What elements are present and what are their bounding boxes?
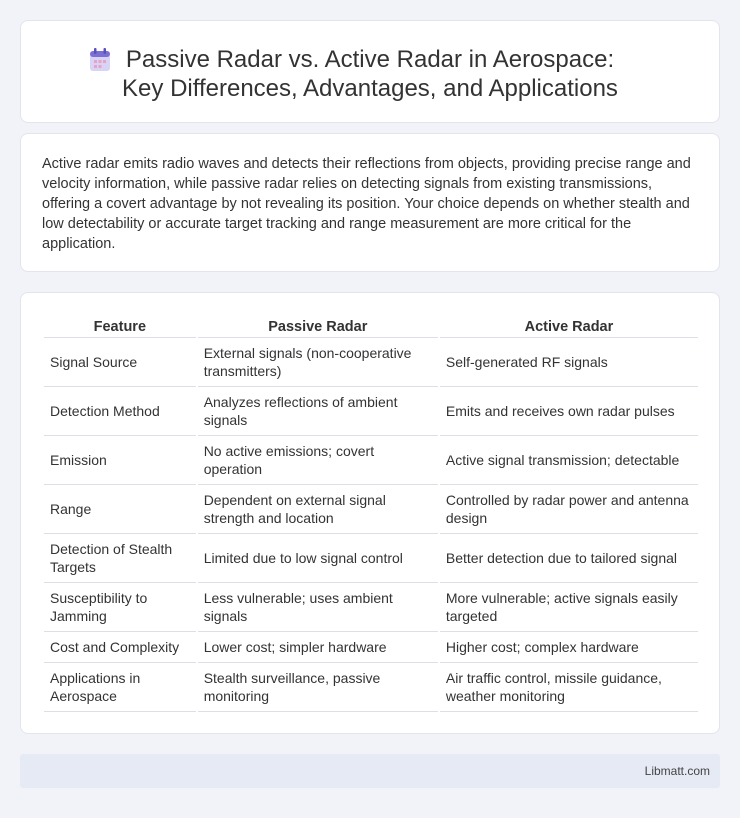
- active-cell: Air traffic control, missile guidance, weather monitoring: [440, 663, 698, 712]
- active-cell: Controlled by radar power and antenna design: [440, 485, 698, 534]
- table-row: [44, 485, 698, 534]
- feature-cell: Range: [44, 485, 196, 534]
- table-row: [44, 534, 698, 583]
- table-row: [44, 632, 698, 663]
- passive-cell: External signals (non-cooperative transmitters): [198, 338, 438, 387]
- feature-cell: Applications in Aerospace: [44, 663, 196, 712]
- intro-card: [20, 133, 720, 272]
- feature-cell: Susceptibility to Jamming: [44, 583, 196, 632]
- title-card: [20, 20, 720, 123]
- passive-cell: Limited due to low signal control: [198, 534, 438, 583]
- feature-cell: Signal Source: [44, 338, 196, 387]
- passive-cell: Dependent on external signal strength and location: [198, 485, 438, 534]
- active-cell: Better detection due to tailored signal: [440, 534, 698, 583]
- passive-cell: Lower cost; simpler hardware: [198, 632, 438, 663]
- header-feature: Feature: [44, 316, 196, 338]
- feature-cell: Emission: [44, 436, 196, 485]
- table-row: [44, 436, 698, 485]
- active-cell: Active signal transmission; detectable: [440, 436, 698, 485]
- table-row: [44, 338, 698, 387]
- table-row: [44, 583, 698, 632]
- table-row: [44, 663, 698, 712]
- feature-cell: Cost and Complexity: [44, 632, 196, 663]
- active-cell: More vulnerable; active signals easily targeted: [440, 583, 698, 632]
- active-cell: Higher cost; complex hardware: [440, 632, 698, 663]
- footer-site-link[interactable]: Libmatt.com: [644, 764, 710, 778]
- passive-cell: Stealth surveillance, passive monitoring: [198, 663, 438, 712]
- feature-cell: Detection of Stealth Targets: [44, 534, 196, 583]
- passive-cell: No active emissions; covert operation: [198, 436, 438, 485]
- footer-bar: [20, 754, 720, 788]
- active-cell: Emits and receives own radar pulses: [440, 387, 698, 436]
- passive-cell: Analyzes reflections of ambient signals: [198, 387, 438, 436]
- feature-cell: Detection Method: [44, 387, 196, 436]
- table-row: [44, 387, 698, 436]
- active-cell: Self-generated RF signals: [440, 338, 698, 387]
- table-header-row: [44, 316, 698, 338]
- comparison-table: [42, 316, 700, 712]
- passive-cell: Less vulnerable; uses ambient signals: [198, 583, 438, 632]
- intro-paragraph: Active radar emits radio waves and detects their reflections from objects, providing precise range and velocity information, while passive radar relies on detecting signals from existing transmissions, offering a covert advantage by not revealing its position. Your choice depends on whether stealth and low detectability or accurate target tracking and range measurement are more critical for the application.: [42, 156, 691, 252]
- header-passive-radar: Passive Radar: [198, 316, 438, 338]
- page-title: Passive Radar vs. Active Radar in Aerospace: Key Differences, Advantages, and Applications: [122, 46, 618, 102]
- header-active-radar: Active Radar: [440, 316, 698, 338]
- comparison-card: [20, 292, 720, 734]
